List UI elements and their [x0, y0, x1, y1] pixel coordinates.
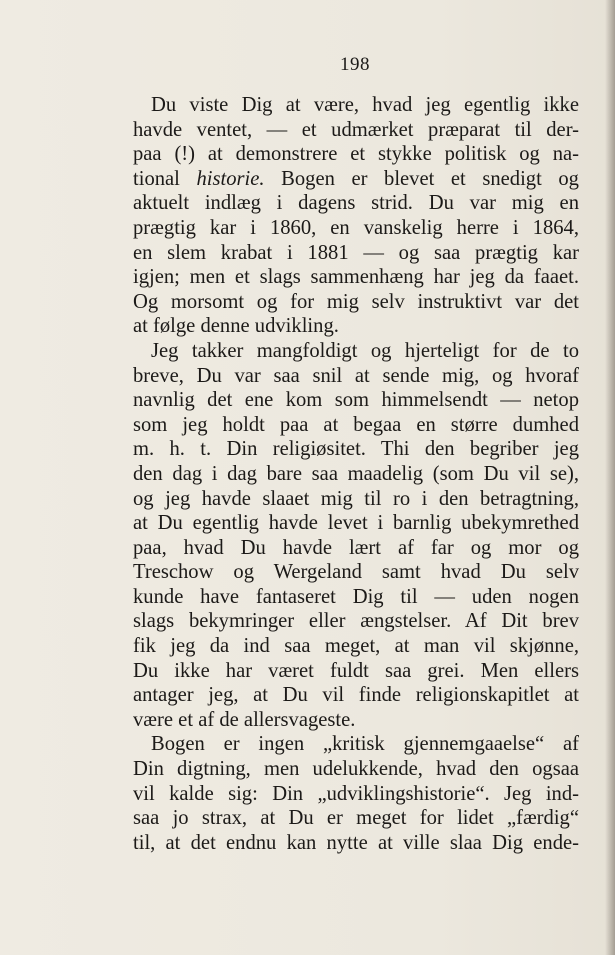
- page-number: 198: [340, 54, 370, 75]
- text-line: Jeg takker mangfoldigt og hjerteligt for de to: [151, 339, 579, 362]
- text-line: være et af de allersvageste.: [133, 708, 356, 731]
- text-line: [133, 167, 579, 192]
- text-line: vil kalde sig: Din „udviklingshistorie“. Jeg ind-: [133, 782, 579, 805]
- text-line: slags bekymringer eller ængstelser. Af Dit brev: [133, 610, 579, 633]
- text-line: Bogen er ingen „kritisk gjennemgaaelse“ af: [151, 733, 579, 756]
- text-line: den dag i dag bare saa maadelig (som Du vil se),: [133, 462, 579, 485]
- text-line: breve, Du var saa snil at sende mig, og hvoraf: [133, 364, 579, 387]
- text-line: m. h. t. Din religiøsitet. Thi den begriber jeg: [133, 438, 579, 461]
- text-line: igjen; men et slags sammenhæng har jeg da faaet.: [133, 266, 579, 289]
- text-line: saa jo strax, at Du er meget for lidet „færdig“: [133, 807, 579, 830]
- text-line: til, at det endnu kan nytte at ville slaa Dig ende-: [133, 831, 579, 854]
- text-fragment: Bogen er blevet et snedigt og: [264, 167, 579, 190]
- text-line: at Du egentlig havde levet i barnlig ubekymrethed: [133, 512, 579, 535]
- text-line: Din digtning, men udelukkende, hvad den ogsaa: [133, 758, 579, 781]
- page-edge-shadow: [605, 0, 615, 955]
- text-line: havde ventet, — et udmærket præparat til der-: [133, 118, 579, 141]
- text-line: at følge denne udvikling.: [133, 315, 339, 338]
- text-line: paa, hvad Du havde lært af far og mor og: [133, 536, 579, 559]
- text-line: Du ikke har været fuldt saa grei. Men ellers: [133, 659, 579, 682]
- text-line: som jeg holdt paa at begaa en større dumhed: [133, 413, 579, 436]
- text-line: navnlig det ene kom som himmelsendt — netop: [133, 389, 579, 412]
- text-line: aktuelt indlæg i dagens strid. Du var mig en: [133, 192, 579, 215]
- text-line: prægtig kar i 1860, en vanskelig herre i 1864,: [133, 216, 579, 239]
- text-line: antager jeg, at Du vil finde religionskapitlet at: [133, 684, 579, 707]
- text-line: Du viste Dig at være, hvad jeg egentlig ikke: [151, 94, 579, 116]
- text-line: paa (!) at demonstrere et stykke politisk og na-: [133, 143, 579, 166]
- text-line: og jeg havde slaaet mig til ro i den betragtning,: [133, 487, 579, 510]
- text-line: Treschow og Wergeland samt hvad Du selv: [133, 561, 579, 584]
- text-line: kunde have fantaseret Dig til — uden nogen: [133, 585, 579, 608]
- text-line: Og morsomt og for mig selv instruktivt var det: [133, 290, 579, 313]
- italic-word: historie.: [196, 167, 265, 190]
- text-line: fik jeg da ind saa meget, at man vil skjønne,: [133, 635, 579, 658]
- text-line: en slem krabat i 1881 — og saa prægtig kar: [133, 241, 579, 264]
- text-fragment: tional: [133, 167, 197, 190]
- body-text: [133, 93, 579, 855]
